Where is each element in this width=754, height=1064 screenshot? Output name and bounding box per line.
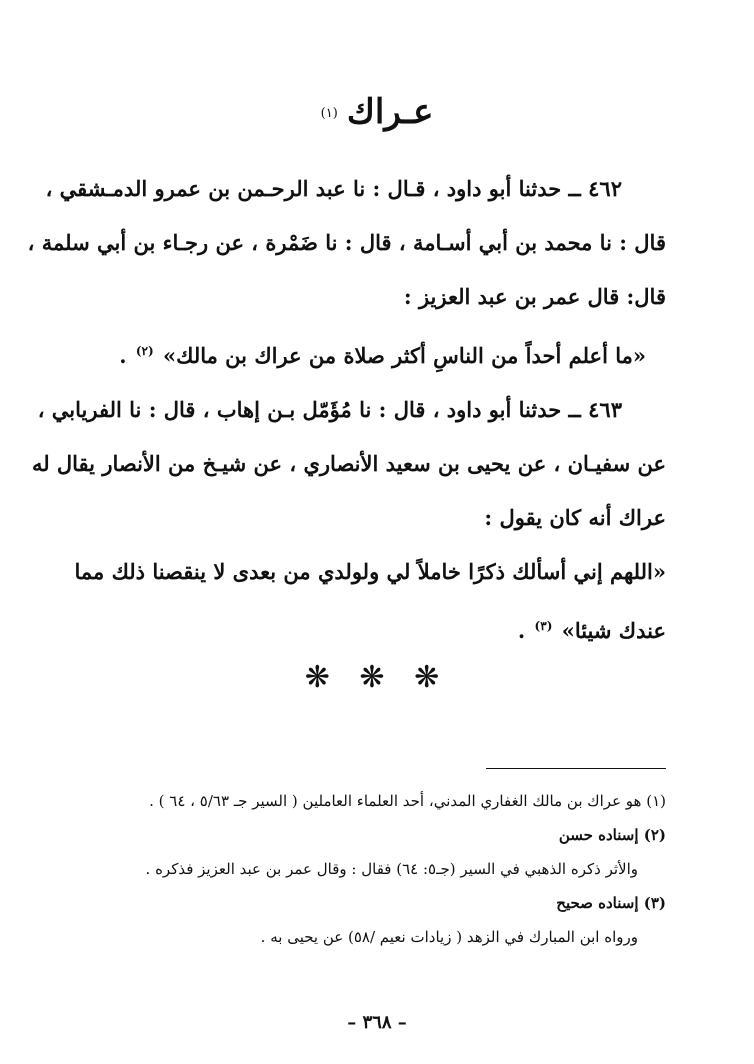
footnote-2-detail: والأثر ذكره الذهبي في السير (جـ٥: ٦٤) فقال : وقال عمر بن عبد العزيز فذكره . (145, 860, 638, 878)
section-separator: ❋ ❋ ❋ (304, 660, 450, 695)
hadith-462-quote-end: . (119, 343, 127, 368)
main-text (27, 162, 666, 658)
hadith-462-line-1: ٤٦٢ ــ حدثنا أبو داود ، قـال : نا عبد الرحـمن بن عمرو الدمـشقي ، (45, 176, 622, 201)
chapter-title: عـراك (346, 92, 434, 132)
hadith-462-quote-text: «ما أعلم أحداً من الناسِ أكثر صلاة من عراك بن مالك» (163, 343, 646, 368)
footnote-1: (١) هو عراك بن مالك الغفاري المدني، أحد العلماء العاملين ( السير جـ ٥/٦٣ ، ٦٤ ) . (149, 792, 666, 810)
hadith-462-line-3: قال: قال عمر بن عبد العزيز : (403, 284, 666, 309)
hadith-463-quote-end: . (517, 618, 526, 643)
footnote-2-heading: (٢) إسناده حسن (558, 826, 666, 844)
hadith-463-line-2: عن سفيـان ، عن يحيى بن سعيد الأنصاري ، عن شيـخ من الأنصار يقال له (31, 451, 666, 476)
hadith-463-line-1: ٤٦٣ ــ حدثنا أبو داود ، قال : نا مُؤَمّل بـن إهاب ، قال : نا الفريابي ، (37, 397, 622, 422)
hadith-463-quote-text-end: عندك شيئا» (561, 618, 666, 643)
title-footnote-marker: (١) (320, 105, 338, 121)
hadith-463-line-3: عراك أنه كان يقول : (484, 505, 666, 530)
footnote-3-heading: (٣) إسناده صحيح (556, 894, 666, 912)
footnote-3-detail: ورواه ابن المبارك في الزهد ( زيادات نعيم /٥٨) عن يحيى به . (260, 928, 638, 946)
hadith-462-quote (86, 324, 666, 383)
hadith-462-line-2: قال : نا محمد بن أبي أسـامة ، قال : نا ضَمْرة ، عن رجـاء بن أبي سلمة ، (27, 230, 666, 255)
page-number: – ٣٦٨ – (347, 1012, 407, 1033)
footnotes (81, 784, 666, 954)
hadith-463-quote-line-2 (86, 599, 666, 658)
chapter-title-block (0, 92, 754, 132)
hadith-463-footnote-marker: (٣) (534, 619, 553, 633)
hadith-462-footnote-marker: (٢) (135, 344, 154, 358)
footnote-divider (486, 768, 666, 769)
hadith-463-quote-line-1: «اللهم إني أسألك ذكرًا خاملاً لي ولولدي من بعدى لا ينقصنا ذلك مما (74, 559, 666, 584)
